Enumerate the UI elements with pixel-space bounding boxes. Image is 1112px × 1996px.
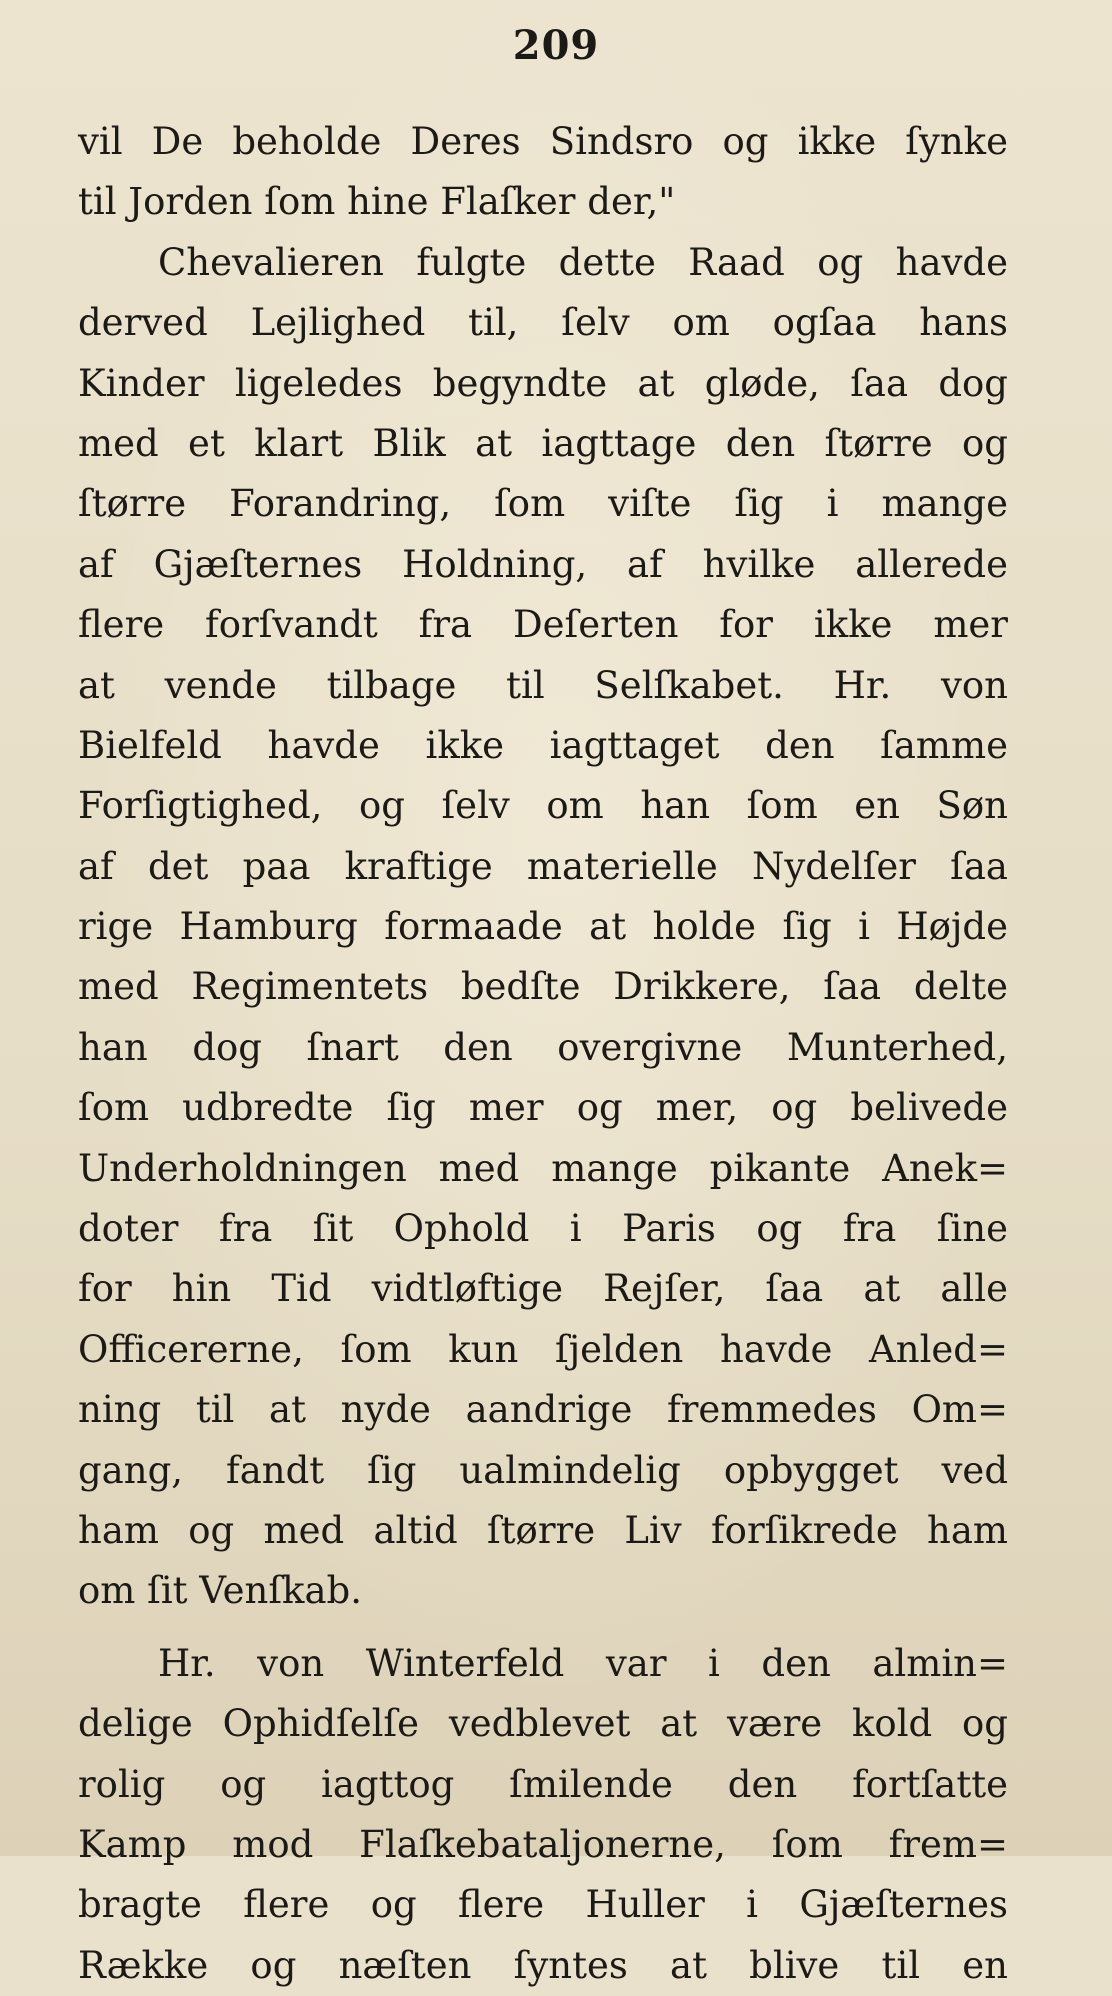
text-line: med et klart Blik at iagttage den ſtørre og (78, 421, 1008, 465)
text-line: ſom udbredte ſig mer og mer, og belivede (78, 1086, 1008, 1130)
text-line: doter fra ſit Ophold i Paris og fra ſine (78, 1207, 1008, 1251)
text-line: Underholdningen med mange pikante Anek= (78, 1146, 1008, 1190)
text-line: om ſit Venſkab. (78, 1569, 362, 1613)
text-line: Chevalieren fulgte dette Raad og havde (158, 240, 1008, 284)
text-line: derved Lejlighed til, ſelv om ogſaa hans (78, 301, 1008, 345)
text-line: rolig og iagttog ſmilende den fortſatte (78, 1762, 1008, 1806)
text-line: Forſigtighed, og ſelv om han ſom en Søn (78, 784, 1008, 828)
text-line: til Jorden ſom hine Flaſker der," (78, 180, 676, 224)
text-line: at vende tilbage til Selſkabet. Hr. von (78, 663, 1008, 707)
text-line: ſtørre Forandring, ſom viſte ſig i mange (78, 482, 1008, 526)
text-line: gang, fandt ſig ualmindelig opbygget ved (78, 1448, 1008, 1492)
page-number: 209 (512, 22, 600, 69)
text-line: Bielfeld havde ikke iagttaget den ſamme (78, 723, 1008, 767)
text-line: for hin Tid vidtløftige Rejſer, ſaa at alle (78, 1267, 1008, 1311)
text-line: Officererne, ſom kun ſjelden havde Anled= (78, 1327, 1008, 1371)
text-line: Kamp mod Flaſkebataljonerne, ſom frem= (78, 1822, 1008, 1866)
text-line: rige Hamburg formaade at holde ſig i Højde (78, 905, 1008, 949)
text-line: delige Ophidſelſe vedblevet at være kold og (78, 1702, 1008, 1746)
text-line: bragte flere og flere Huller i Gjæſternes (78, 1883, 1008, 1927)
text-line: Kinder ligeledes begyndte at gløde, ſaa dog (78, 361, 1008, 405)
text-line: Hr. von Winterfeld var i den almin= (158, 1641, 1008, 1685)
text-line: af det paa kraftige materielle Nydelſer ſaa (78, 844, 1008, 888)
text-line: af Gjæſternes Holdning, af hvilke allerede (78, 542, 1008, 586)
paragraph-gap (78, 1622, 1008, 1634)
text-line: ning til at nyde aandrige fremmedes Om= (78, 1388, 1008, 1432)
text-line: vil De beholde Deres Sindsro og ikke ſynke (78, 120, 1008, 163)
text-line: med Regimentets bedſte Drikkere, ſaa delte (78, 965, 1008, 1009)
text-line: ham og med altid ſtørre Liv forſikrede ham (78, 1508, 1008, 1552)
text-line: han dog ſnart den overgivne Munterhed, (78, 1025, 1008, 1069)
body-text (78, 112, 1008, 1996)
text-line: Række og næſten ſyntes at blive til en (78, 1943, 1008, 1987)
text-line: flere forſvandt fra Deſerten for ikke mer (78, 603, 1008, 647)
